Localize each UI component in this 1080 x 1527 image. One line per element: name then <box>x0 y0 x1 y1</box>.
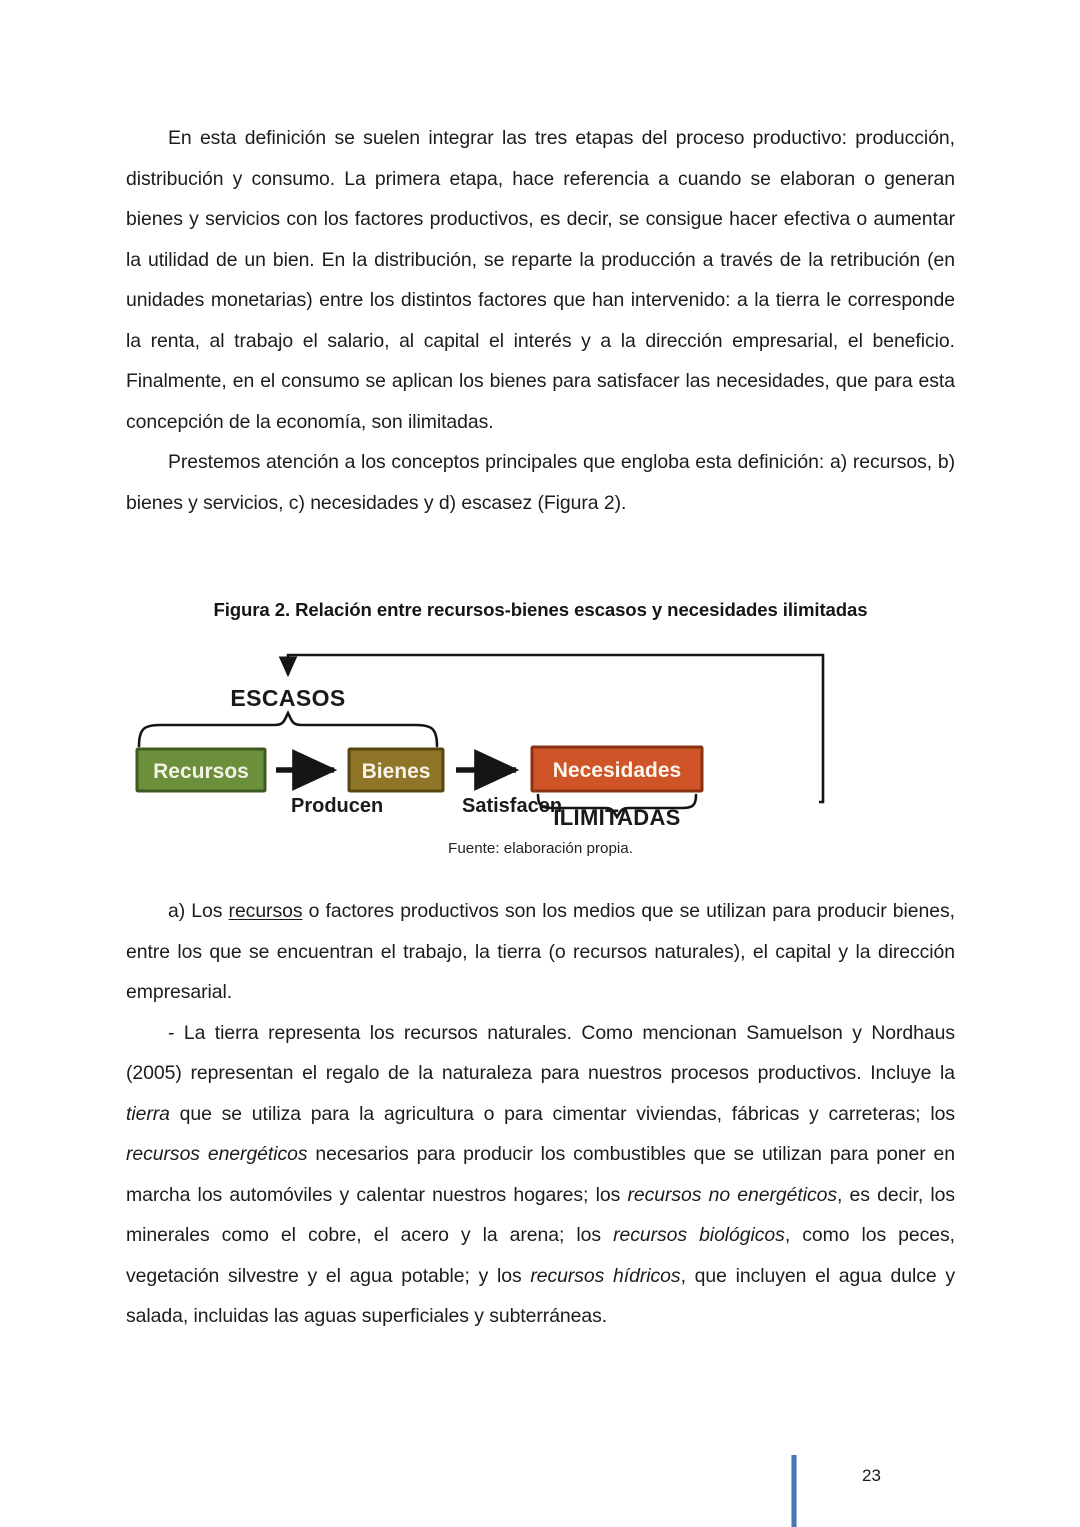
edge-label-satisfacen: Satisfacen <box>462 795 563 817</box>
node-recursos <box>137 749 265 791</box>
node-bienes-label: Bienes <box>361 760 431 783</box>
edge-label-producen: Producen <box>291 795 384 817</box>
diagram-label-ilimitadas: ILIMITADAS <box>553 805 681 830</box>
par-tierra-e: , como los peces, vegetación silvestre y el agua potable; y los <box>126 1224 955 1287</box>
term-recursos: recursos <box>228 900 303 922</box>
figure-caption: Figura 2. Relación entre recursos-bienes escasos y necesidades ilimitadas <box>213 599 868 620</box>
diagram-label-escasos: ESCASOS <box>230 685 346 711</box>
figure-2 <box>126 597 955 857</box>
paragraph-recursos <box>126 891 955 1013</box>
document-body <box>126 118 955 523</box>
term-recursos-no-energeticos: recursos no energéticos <box>627 1183 837 1206</box>
figure-diagram <box>126 645 955 830</box>
node-recursos-label: Recursos <box>153 760 249 783</box>
node-necesidades <box>532 747 702 791</box>
paragraph-conceptos: Prestemos atención a los conceptos principales que engloba esta definición: a) recursos, b) bienes y servicios, c) necesidades y d) escasez (Figura 2). <box>126 451 955 514</box>
footer-accent-rule <box>791 1455 797 1527</box>
paragraph-definicion: En esta definición se suelen integrar las tres etapas del proceso productivo: producción, distribución y consumo. La primera etapa, hace referencia a cuando se elaboran o generan bienes y servicios con los factores productivos, es decir, se consigue hacer efectiva o aumentar la utilidad de un bien. En la distribución, se reparte la producción a través de la retribución (en unidades monetarias) entre los distintos factores que han intervenido: a la tierra le corresponde la renta, al trabajo el salario, al capital el interés y a la dirección empresarial, el beneficio. Finalmente, en el consumo se aplican los bienes para satisfacer las necesidades, que para esta concepción de la economía, son ilimitadas. <box>126 127 955 433</box>
term-recursos-energeticos: recursos energéticos <box>126 1143 308 1165</box>
paragraph-tierra <box>126 1013 955 1337</box>
figure-source-note: Fuente: elaboración propia. <box>448 840 633 857</box>
par-tierra-f: , que incluyen el agua dulce y salada, incluidas las aguas superficiales y subterráneas. <box>126 1264 955 1327</box>
diagram-svg <box>126 645 955 830</box>
brace-escasos <box>139 713 437 746</box>
page-number: 23 <box>862 1466 881 1485</box>
node-bienes <box>349 749 443 791</box>
node-necesidades-label: Necesidades <box>552 759 682 782</box>
paragraph-recursos-rest: o factores productivos son los medios que se utilizan para producir bienes, entre los que se encuentran el trabajo, la tierra (o recursos naturales), el capital y la dirección empresarial. <box>126 900 955 1003</box>
document-body-lower <box>126 891 955 1337</box>
par-tierra-c: necesarios para producir los combustibles que se utilizan para poner en marcha los automóviles y calentar nuestros hogares; los <box>126 1143 955 1206</box>
term-recursos-hidricos: recursos hídricos <box>530 1264 681 1287</box>
paragraph-recursos-lead: a) Los <box>168 900 229 922</box>
term-recursos-biologicos: recursos biológicos <box>613 1224 785 1246</box>
term-tierra: tierra <box>126 1102 170 1125</box>
par-tierra-d: , es decir, los minerales como el cobre, el acero y la arena; los <box>126 1183 955 1246</box>
par-tierra-a: - La tierra representa los recursos naturales. Como mencionan Samuelson y Nordhaus (2005) representan el regalo de la naturaleza para nuestros procesos productivos. Incluye la <box>126 1021 955 1084</box>
par-tierra-b: que se utiliza para la agricultura o para cimentar viviendas, fábricas y carreteras; los <box>169 1102 955 1125</box>
